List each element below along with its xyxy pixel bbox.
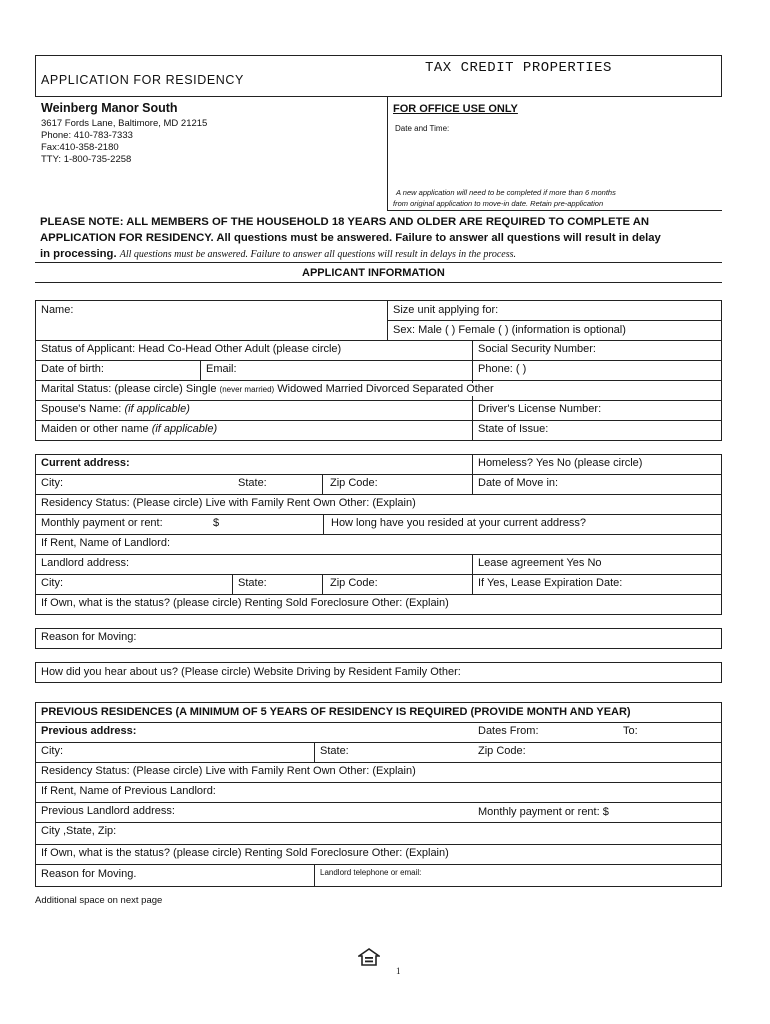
dollar-sign: $ — [213, 517, 220, 529]
form-title: APPLICATION FOR RESIDENCY — [41, 73, 244, 87]
marital-label: Marital Status: (please circle) Single — [41, 383, 217, 395]
name-label: Name: — [41, 304, 74, 316]
prev-landlord-address-label: Previous Landlord address: — [41, 805, 175, 817]
spouse-label: Spouse's Name: — [41, 403, 122, 415]
zip2-label: Zip Code: — [330, 577, 378, 589]
prev-residency-status: Residency Status: (Please circle) Live with Family Rent Own Other: (Explain) — [41, 765, 416, 777]
property-name: Weinberg Manor South — [41, 101, 178, 115]
dates-to-label: To: — [623, 725, 638, 737]
notice-line2: APPLICATION FOR RESIDENCY. All questions must be answered. Failure to answer all questions will result in delay — [40, 232, 661, 244]
own-status: If Own, what is the status? (please circle) Renting Sold Foreclosure Other: (Explain) — [41, 597, 449, 609]
sex-field: Sex: Male ( ) Female ( ) (information is optional) — [393, 324, 626, 336]
spouse-name — [41, 403, 190, 416]
maiden-label: Maiden or other name — [41, 423, 149, 435]
current-address-label: Current address: — [41, 457, 130, 469]
landlord-contact-label: Landlord telephone or email: — [320, 868, 422, 877]
residency-status: Residency Status: (Please circle) Live with Family Rent Own Other: (Explain) — [41, 497, 416, 509]
previous-address-label: Previous address: — [41, 725, 137, 737]
prev-monthly-payment-label: Monthly payment or rent: $ — [478, 806, 609, 818]
monthly-payment-label: Monthly payment or rent: — [41, 517, 163, 529]
notice-line3-lead: in processing. — [40, 248, 117, 260]
reason-for-moving-label: Reason for Moving: — [41, 631, 137, 643]
office-use-heading: FOR OFFICE USE ONLY — [393, 103, 518, 115]
applicant-heading: APPLICANT INFORMATION — [302, 267, 445, 279]
zip-label: Zip Code: — [330, 477, 378, 489]
city-label: City: — [41, 477, 63, 489]
property-phone: Phone: 410-783-7333 — [41, 130, 133, 141]
email-label: Email: — [206, 363, 237, 375]
lease-expiration-label: If Yes, Lease Expiration Date: — [478, 577, 623, 589]
state-issue-label: State of Issue: — [478, 423, 549, 435]
prev-state-label: State: — [320, 745, 349, 757]
page-number: 1 — [396, 966, 401, 976]
status-of-applicant: Status of Applicant: Head Co-Head Other Adult (please circle) — [41, 343, 342, 355]
notice-line3-italic: All questions must be answered. Failure to answer all questions will result in delays in the process. — [119, 249, 517, 260]
state2-label: State: — [238, 577, 267, 589]
property-fax: Fax:410-358-2180 — [41, 142, 119, 153]
equal-housing-icon — [358, 948, 380, 966]
size-unit-label: Size unit applying for: — [393, 304, 499, 316]
additional-space-note: Additional space on next page — [35, 895, 163, 906]
dates-from-label: Dates From: — [478, 725, 539, 737]
property-tty: TTY: 1-800-735-2258 — [41, 154, 132, 165]
homeless-field: Homeless? Yes No (please circle) — [478, 457, 643, 469]
spouse-note: (if applicable) — [124, 403, 190, 415]
previous-residences-heading: PREVIOUS RESIDENCES (A MINIMUM OF 5 YEARS OF RESIDENCY IS REQUIRED (PROVIDE MONTH AND YEAR) — [41, 706, 631, 718]
marital-note: (never married) — [219, 385, 275, 394]
maiden-name — [41, 423, 217, 436]
ssn-label: Social Security Number: — [478, 343, 596, 355]
marital-options: Widowed Married Divorced Separated Other — [277, 383, 494, 395]
lease-agreement: Lease agreement Yes No — [478, 557, 602, 569]
prev-zip-label: Zip Code: — [478, 745, 526, 757]
landlord-name-label: If Rent, Name of Landlord: — [41, 537, 171, 549]
license-label: Driver's License Number: — [478, 403, 602, 415]
property-address: 3617 Fords Lane, Baltimore, MD 21215 — [41, 118, 208, 129]
phone-label: Phone: ( ) — [478, 363, 527, 375]
how-long-label: How long have you resided at your current address? — [331, 517, 586, 529]
move-in-label: Date of Move in: — [478, 477, 559, 489]
prev-city-state-zip-label: City ,State, Zip: — [41, 825, 117, 837]
maiden-note: (if applicable) — [151, 423, 218, 435]
how-did-you-hear: How did you hear about us? (Please circle) Website Driving by Resident Family Other: — [41, 666, 461, 678]
dob-label: Date of birth: — [41, 363, 104, 375]
tax-credit-title: TAX CREDIT PROPERTIES — [425, 60, 612, 76]
prev-reason-for-moving-label: Reason for Moving. — [41, 868, 137, 880]
prev-landlord-name-label: If Rent, Name of Previous Landlord: — [41, 785, 216, 797]
prev-own-status: If Own, what is the status? (please circle) Renting Sold Foreclosure Other: (Explain) — [41, 847, 449, 859]
office-date-time: Date and Time: — [395, 124, 450, 133]
notice-line3 — [40, 248, 516, 261]
state-label: State: — [238, 477, 267, 489]
marital-status — [41, 383, 498, 396]
city2-label: City: — [41, 577, 63, 589]
office-note-line1: A new application will need to be completed if more than 6 months — [396, 188, 616, 197]
prev-city-label: City: — [41, 745, 63, 757]
landlord-address-label: Landlord address: — [41, 557, 130, 569]
notice-line1: PLEASE NOTE: ALL MEMBERS OF THE HOUSEHOLD 18 YEARS AND OLDER ARE REQUIRED TO COMPLETE AN — [40, 216, 650, 228]
office-note-line2: from original application to move-in date. Retain pre-application — [393, 199, 604, 208]
